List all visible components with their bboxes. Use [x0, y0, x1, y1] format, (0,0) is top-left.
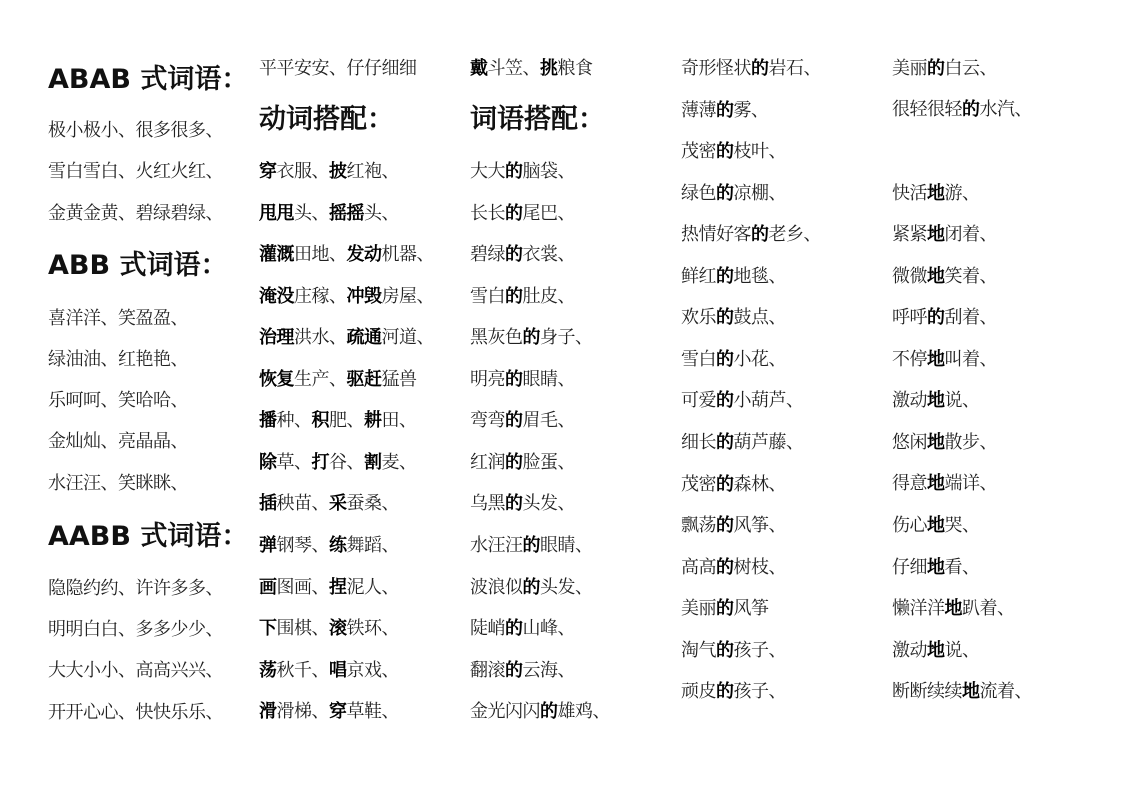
- word-text: 云海、: [522, 660, 575, 681]
- word-text: 绿色: [681, 183, 716, 204]
- word-text: 金灿灿、亮晶晶、: [48, 431, 188, 452]
- word-list-line: [259, 617, 399, 641]
- emphasized-word: 挑: [540, 58, 558, 79]
- word-text: 岩石、: [768, 58, 821, 79]
- word-list-line: [892, 57, 997, 81]
- emphasized-word: 耕: [364, 410, 382, 431]
- word-text: 飘荡: [681, 515, 716, 536]
- word-text: 头发、: [540, 577, 593, 598]
- word-list-line: [892, 348, 997, 372]
- word-text: 明明白白、多多少少、: [48, 619, 223, 640]
- word-text: 弯弯: [470, 410, 505, 431]
- word-list-line: [48, 202, 223, 226]
- emphasized-word: 割: [364, 452, 382, 473]
- word-text: 孩子、: [733, 640, 786, 661]
- section-heading: AABB 式词语：: [48, 521, 249, 552]
- word-text: 哭、: [944, 515, 980, 536]
- word-list-line: [48, 389, 188, 413]
- word-text: 脑袋、: [522, 161, 575, 182]
- word-text: 眉毛、: [522, 410, 575, 431]
- emphasized-word: 穿: [329, 701, 347, 722]
- emphasized-word: 的: [716, 515, 734, 536]
- word-list-line: [470, 700, 610, 724]
- column-1: [48, 0, 258, 793]
- word-list-line: [681, 182, 786, 206]
- word-list-line: [681, 473, 786, 497]
- word-list-line: [259, 451, 417, 475]
- emphasized-word: 的: [716, 183, 734, 204]
- word-list-line: [48, 119, 223, 143]
- word-text: 水汪汪、笑眯眯、: [48, 473, 188, 494]
- word-text: 房屋、: [381, 286, 434, 307]
- word-text: 红润: [470, 452, 505, 473]
- emphasized-word: 淹没: [259, 286, 294, 307]
- word-text: 钢琴、: [276, 535, 329, 556]
- word-text: 陡峭: [470, 618, 505, 639]
- word-list-line: [681, 680, 786, 704]
- word-text: 围棋、: [276, 618, 329, 639]
- word-list-line: [681, 389, 804, 413]
- word-text: 地毯、: [733, 266, 786, 287]
- word-text: 森林、: [733, 474, 786, 495]
- word-text: 雄鸡、: [557, 701, 610, 722]
- emphasized-word: 的: [505, 369, 523, 390]
- word-text: 孩子、: [733, 681, 786, 702]
- word-list-line: [259, 368, 417, 392]
- word-list-line: [470, 368, 575, 392]
- word-text: 热情好客: [681, 224, 751, 245]
- emphasized-word: 的: [505, 618, 523, 639]
- emphasized-word: 冲毁: [346, 286, 382, 307]
- word-text: 小花、: [733, 349, 786, 370]
- emphasized-word: 采: [329, 493, 347, 514]
- emphasized-word: 除: [259, 452, 277, 473]
- word-list-line: [892, 265, 997, 289]
- word-list-line: [681, 514, 786, 538]
- emphasized-word: 的: [505, 493, 523, 514]
- word-text: 水汽、: [979, 99, 1032, 120]
- word-text: 微微: [892, 266, 927, 287]
- emphasized-word: 地: [962, 681, 980, 702]
- emphasized-word: 的: [522, 577, 540, 598]
- word-text: 乐呵呵、笑哈哈、: [48, 390, 188, 411]
- emphasized-word: 地: [927, 183, 945, 204]
- word-text: 头发、: [522, 493, 575, 514]
- word-text: 葫芦藤、: [733, 432, 804, 453]
- word-text: 雾、: [733, 100, 769, 121]
- word-list-line: [470, 409, 575, 433]
- word-list-line: [259, 409, 417, 433]
- emphasized-word: 地: [927, 432, 945, 453]
- word-list-line: [892, 431, 997, 455]
- word-list-line: [892, 556, 980, 580]
- emphasized-word: 滚: [329, 618, 347, 639]
- column-3: [470, 0, 680, 793]
- word-list-line: [681, 639, 786, 663]
- word-text: 很轻很轻: [892, 99, 962, 120]
- word-text: 笑着、: [944, 266, 997, 287]
- emphasized-word: 的: [505, 660, 523, 681]
- word-text: 风筝: [733, 598, 769, 619]
- emphasized-word: 发动: [346, 244, 382, 265]
- word-text: 欢乐: [681, 307, 716, 328]
- word-list-line: [259, 576, 399, 600]
- emphasized-word: 插: [259, 493, 277, 514]
- word-text: 说、: [944, 390, 980, 411]
- emphasized-word: 地: [927, 266, 945, 287]
- emphasized-word: 画: [259, 577, 277, 598]
- word-text: 鲜红: [681, 266, 716, 287]
- word-list-line: [470, 617, 575, 641]
- word-text: 河道、: [381, 327, 434, 348]
- word-text: 喜洋洋、笑盈盈、: [48, 308, 188, 329]
- emphasized-word: 的: [716, 100, 734, 121]
- word-text: 白云、: [944, 58, 997, 79]
- word-text: 京戏、: [346, 660, 399, 681]
- word-text: 麦、: [381, 452, 417, 473]
- emphasized-word: 治理: [259, 327, 294, 348]
- word-text: 滑梯、: [276, 701, 329, 722]
- word-list-line: [470, 285, 575, 309]
- emphasized-word: 的: [716, 557, 734, 578]
- word-text: 机器、: [381, 244, 434, 265]
- emphasized-word: 的: [505, 452, 523, 473]
- word-text: 隐隐约约、许许多多、: [48, 578, 223, 599]
- word-list-line: [470, 451, 575, 475]
- emphasized-word: 的: [505, 410, 523, 431]
- word-text: 眼睛、: [540, 535, 593, 556]
- word-list-line: [892, 182, 980, 206]
- word-text: 闭着、: [944, 224, 997, 245]
- word-list-line: [259, 285, 434, 309]
- emphasized-word: 灌溉: [259, 244, 294, 265]
- word-list-line: [470, 492, 575, 516]
- word-text: 快活: [892, 183, 927, 204]
- word-text: 小葫芦、: [733, 390, 804, 411]
- emphasized-word: 的: [962, 99, 980, 120]
- word-list-line: [48, 577, 223, 601]
- emphasized-word: 的: [540, 701, 558, 722]
- emphasized-word: 的: [716, 432, 734, 453]
- emphasized-word: 练: [329, 535, 347, 556]
- word-text: 仔细: [892, 557, 927, 578]
- word-list-line: [259, 659, 399, 683]
- word-list-line: [259, 534, 399, 558]
- emphasized-word: 的: [522, 327, 540, 348]
- emphasized-word: 恢复: [259, 369, 294, 390]
- word-text: 淘气: [681, 640, 716, 661]
- word-list-line: [681, 556, 786, 580]
- emphasized-word: 的: [716, 640, 734, 661]
- word-text: 薄薄: [681, 100, 716, 121]
- word-text: 叫着、: [944, 349, 997, 370]
- word-list-line: [470, 57, 593, 81]
- column-2: [259, 0, 469, 793]
- word-text: 明亮: [470, 369, 505, 390]
- word-text: 树枝、: [733, 557, 786, 578]
- emphasized-word: 的: [505, 161, 523, 182]
- emphasized-word: 下: [259, 618, 277, 639]
- word-list-line: [892, 514, 980, 538]
- word-list-line: [470, 534, 593, 558]
- word-list-line: [892, 472, 997, 496]
- column-4: [681, 0, 891, 793]
- word-text: 金光闪闪: [470, 701, 540, 722]
- word-list-line: [681, 306, 786, 330]
- word-list-line: [48, 618, 223, 642]
- word-list-line: [259, 202, 399, 226]
- word-text: 蚕桑、: [346, 493, 399, 514]
- word-text: 肥、: [329, 410, 364, 431]
- word-text: 激动: [892, 640, 927, 661]
- word-text: 水汪汪: [470, 535, 523, 556]
- word-list-line: [892, 223, 997, 247]
- emphasized-word: 地: [927, 473, 945, 494]
- emphasized-word: 积: [311, 410, 329, 431]
- word-text: 游、: [944, 183, 980, 204]
- word-list-line: [470, 243, 575, 267]
- word-list-line: [259, 492, 399, 516]
- word-text: 紧紧: [892, 224, 927, 245]
- emphasized-word: 的: [716, 307, 734, 328]
- word-text: 尾巴、: [522, 203, 575, 224]
- word-list-line: [892, 639, 980, 663]
- word-text: 不停: [892, 349, 927, 370]
- emphasized-word: 地: [944, 598, 962, 619]
- word-text: 断断续续: [892, 681, 962, 702]
- word-text: 美丽: [681, 598, 716, 619]
- word-text: 碧绿: [470, 244, 505, 265]
- word-text: 山峰、: [522, 618, 575, 639]
- emphasized-word: 疏通: [346, 327, 382, 348]
- emphasized-word: 穿: [259, 161, 277, 182]
- word-list-line: [259, 243, 434, 267]
- word-text: 风筝、: [733, 515, 786, 536]
- word-text: 谷、: [329, 452, 364, 473]
- word-text: 铁环、: [346, 618, 399, 639]
- emphasized-word: 的: [505, 286, 523, 307]
- word-list-line: [681, 57, 821, 81]
- column-5: [892, 0, 1102, 793]
- word-list-line: [892, 98, 1032, 122]
- section-heading: ABAB 式词语：: [48, 64, 249, 95]
- word-text: 泥人、: [346, 577, 399, 598]
- word-list-line: [681, 431, 804, 455]
- emphasized-word: 地: [927, 515, 945, 536]
- word-text: 田、: [381, 410, 417, 431]
- word-list-line: [681, 223, 821, 247]
- word-text: 脸蛋、: [522, 452, 575, 473]
- word-text: 翻滚: [470, 660, 505, 681]
- word-list-line: [681, 99, 769, 123]
- word-text: 说、: [944, 640, 980, 661]
- emphasized-word: 的: [522, 535, 540, 556]
- word-list-line: [48, 659, 223, 683]
- word-text: 高高: [681, 557, 716, 578]
- word-text: 图画、: [276, 577, 329, 598]
- word-text: 秧苗、: [276, 493, 329, 514]
- word-list-line: [470, 202, 575, 226]
- word-text: 红袍、: [346, 161, 399, 182]
- word-list-line: [681, 140, 786, 164]
- word-text: 金黄金黄、碧绿碧绿、: [48, 203, 223, 224]
- emphasized-word: 的: [716, 141, 734, 162]
- word-text: 刮着、: [944, 307, 997, 328]
- word-text: 顽皮: [681, 681, 716, 702]
- word-list-line: [681, 348, 786, 372]
- word-text: 极小极小、很多很多、: [48, 120, 223, 141]
- emphasized-word: 打: [311, 452, 329, 473]
- word-text: 懒洋洋: [892, 598, 945, 619]
- word-text: 大大: [470, 161, 505, 182]
- word-text: 猛兽: [381, 369, 417, 390]
- word-text: 雪白: [681, 349, 716, 370]
- word-text: 激动: [892, 390, 927, 411]
- word-text: 衣服、: [276, 161, 329, 182]
- emphasized-word: 的: [505, 244, 523, 265]
- word-list-line: [681, 597, 769, 621]
- word-text: 茂密: [681, 141, 716, 162]
- word-text: 衣裳、: [522, 244, 575, 265]
- emphasized-word: 的: [927, 307, 945, 328]
- emphasized-word: 驱赶: [346, 369, 382, 390]
- word-list-line: [681, 265, 786, 289]
- word-text: 老乡、: [768, 224, 821, 245]
- word-text: 奇形怪状: [681, 58, 751, 79]
- word-list-line: [259, 57, 417, 81]
- word-list-line: [48, 701, 223, 725]
- word-list-line: [470, 576, 593, 600]
- word-list-line: [48, 348, 188, 372]
- word-text: 秋千、: [276, 660, 329, 681]
- emphasized-word: 披: [329, 161, 347, 182]
- emphasized-word: 的: [716, 390, 734, 411]
- emphasized-word: 摇摇: [329, 203, 364, 224]
- emphasized-word: 地: [927, 640, 945, 661]
- word-text: 细长: [681, 432, 716, 453]
- word-text: 绿油油、红艳艳、: [48, 349, 188, 370]
- word-text: 头、: [364, 203, 399, 224]
- emphasized-word: 弹: [259, 535, 277, 556]
- emphasized-word: 的: [716, 681, 734, 702]
- word-text: 草鞋、: [346, 701, 399, 722]
- word-list-line: [470, 160, 575, 184]
- word-text: 平平安安、仔仔细细: [259, 58, 417, 79]
- word-text: 肚皮、: [522, 286, 575, 307]
- word-text: 生产、: [294, 369, 347, 390]
- word-list-line: [892, 680, 1032, 704]
- section-heading: 词语搭配：: [470, 104, 605, 135]
- emphasized-word: 戴: [470, 58, 488, 79]
- word-text: 大大小小、高高兴兴、: [48, 660, 223, 681]
- word-text: 趴着、: [962, 598, 1015, 619]
- word-text: 端详、: [944, 473, 997, 494]
- word-text: 看、: [944, 557, 980, 578]
- section-heading: ABB 式词语：: [48, 250, 228, 281]
- word-text: 种、: [276, 410, 312, 431]
- word-list-line: [48, 160, 223, 184]
- word-text: 雪白: [470, 286, 505, 307]
- word-text: 开开心心、快快乐乐、: [48, 702, 223, 723]
- word-text: 眼睛、: [522, 369, 575, 390]
- word-text: 枝叶、: [733, 141, 786, 162]
- word-text: 波浪似: [470, 577, 523, 598]
- word-list-line: [48, 307, 188, 331]
- emphasized-word: 唱: [329, 660, 347, 681]
- word-text: 雪白雪白、火红火红、: [48, 161, 223, 182]
- word-list-line: [470, 326, 593, 350]
- word-text: 悠闲: [892, 432, 927, 453]
- emphasized-word: 的: [716, 349, 734, 370]
- word-list-line: [892, 597, 1015, 621]
- word-text: 流着、: [979, 681, 1032, 702]
- emphasized-word: 地: [927, 557, 945, 578]
- word-list-line: [48, 430, 188, 454]
- word-list-line: [259, 700, 399, 724]
- word-list-line: [259, 160, 399, 184]
- word-text: 得意: [892, 473, 927, 494]
- word-text: 身子、: [540, 327, 593, 348]
- emphasized-word: 的: [716, 598, 734, 619]
- word-text: 庄稼、: [294, 286, 347, 307]
- word-text: 呼呼: [892, 307, 927, 328]
- word-text: 草、: [276, 452, 312, 473]
- word-text: 斗笠、: [487, 58, 540, 79]
- word-list-line: [259, 326, 434, 350]
- word-list-line: [892, 306, 997, 330]
- word-list-line: [48, 472, 188, 496]
- word-text: 伤心: [892, 515, 927, 536]
- section-heading: 动词搭配：: [259, 104, 394, 135]
- emphasized-word: 的: [927, 58, 945, 79]
- word-list-line: [470, 659, 575, 683]
- emphasized-word: 的: [751, 58, 769, 79]
- emphasized-word: 荡: [259, 660, 277, 681]
- word-text: 舞蹈、: [346, 535, 399, 556]
- word-text: 鼓点、: [733, 307, 786, 328]
- emphasized-word: 的: [716, 474, 734, 495]
- word-text: 田地、: [294, 244, 347, 265]
- emphasized-word: 的: [505, 203, 523, 224]
- emphasized-word: 地: [927, 349, 945, 370]
- word-text: 头、: [294, 203, 329, 224]
- emphasized-word: 的: [751, 224, 769, 245]
- word-text: 散步、: [944, 432, 997, 453]
- word-text: 茂密: [681, 474, 716, 495]
- emphasized-word: 捏: [329, 577, 347, 598]
- emphasized-word: 的: [716, 266, 734, 287]
- emphasized-word: 地: [927, 224, 945, 245]
- emphasized-word: 滑: [259, 701, 277, 722]
- word-text: 凉棚、: [733, 183, 786, 204]
- word-text: 长长: [470, 203, 505, 224]
- emphasized-word: 地: [927, 390, 945, 411]
- word-list-line: [892, 389, 980, 413]
- word-text: 粮食: [557, 58, 593, 79]
- emphasized-word: 播: [259, 410, 277, 431]
- emphasized-word: 甩甩: [259, 203, 294, 224]
- word-text: 黑灰色: [470, 327, 523, 348]
- word-text: 可爱: [681, 390, 716, 411]
- word-text: 洪水、: [294, 327, 347, 348]
- word-text: 美丽: [892, 58, 927, 79]
- word-text: 乌黑: [470, 493, 505, 514]
